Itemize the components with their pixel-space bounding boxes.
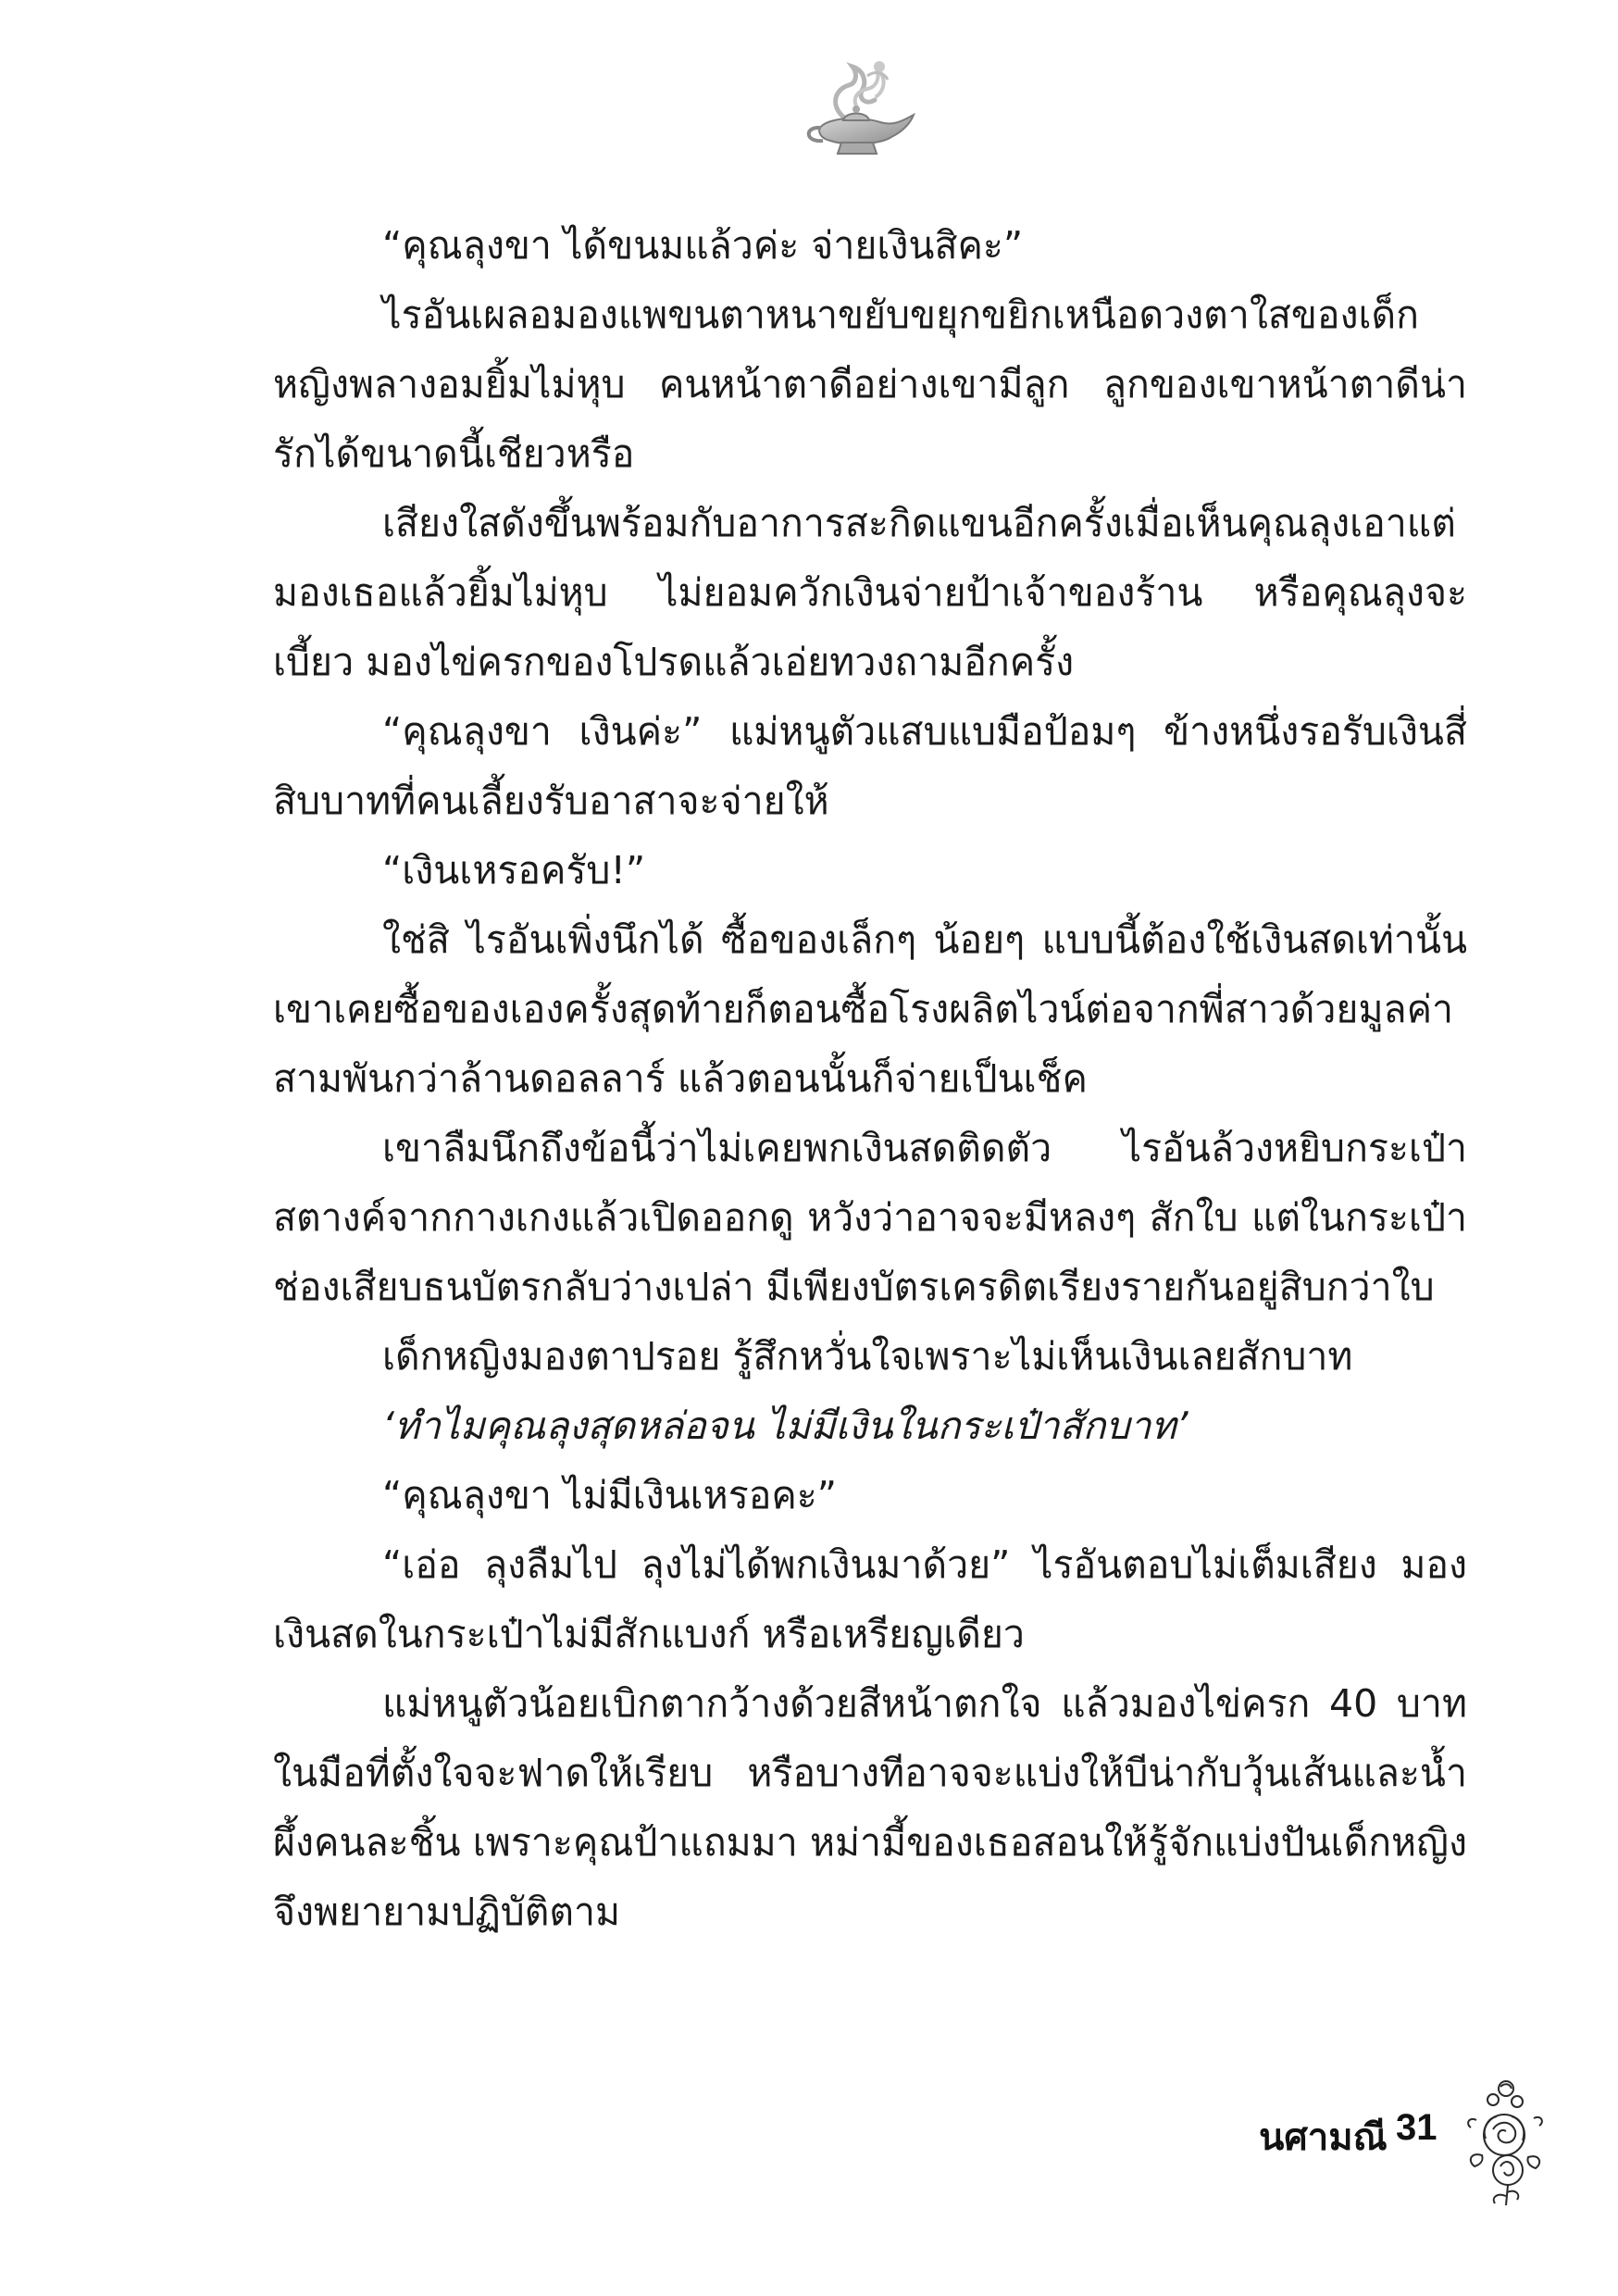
paragraph: “คุณลุงขา ไม่มีเงินเหรอคะ”: [382, 1473, 838, 1517]
body-text: [273, 211, 1467, 1947]
paragraph: “คุณลุงขา เงินค่ะ” แม่หนูตัวแสบแบมือป้อมๆ ข้างหนึ่งรอรับเงินสี่สิบบาทที่คนเลี้ยงรับอาสาจะจ่ายให้: [273, 709, 1467, 823]
paragraph: แม่หนูตัวน้อยเบิกตากว้างด้วยสีหน้าตกใจ แล้วมองไข่ครก 40 บาทในมือที่ตั้งใจจะฟาดให้เรียบ หรือบางทีอาจจะแบ่งให้บีน่ากับวุ้นเส้นและน้ำผึ้งคนละชิ้น เพราะคุณป้าแถมมา หม่ามี้ของเธอสอนให้รู้จักแบ่งปันเด็กหญิงจึงพยายามปฏิบัติตาม: [273, 1681, 1467, 1934]
paragraph: ไรอันเผลอมองแพขนตาหนาขยับขยุกขยิกเหนือดวงตาใสของเด็กหญิงพลางอมยิ้มไม่หุบ คนหน้าตาดีอย่างเขามีลูก ลูกของเขาหน้าตาดีน่ารักได้ขนาดนี้เชียวหรือ: [273, 293, 1467, 476]
genie-lamp-icon: [791, 54, 930, 165]
paragraph: “เอ่อ ลุงลืมไป ลุงไม่ได้พกเงินมาด้วย” ไรอันตอบไม่เต็มเสียง มองเงินสดในกระเป๋าไม่มีสักแบงก์ หรือเหรียญเดียว: [273, 1542, 1467, 1656]
paragraph: เขาลืมนึกถึงข้อนี้ว่าไม่เคยพกเงินสดติดตัว ไรอันล้วงหยิบกระเป๋าสตางค์จากกางเกงแล้วเปิดออกดู หวังว่าอาจจะมีหลงๆ สักใบ แต่ในกระเป๋าช่องเสียบธนบัตรกลับว่างเปล่า มีเพียงบัตรเครดิตเรียงรายกันอยู่สิบกว่าใบ: [273, 1126, 1467, 1309]
paragraph: “คุณลุงขา ได้ขนมแล้วค่ะ จ่ายเงินสิคะ”: [382, 223, 1024, 268]
paragraph: เสียงใสดังขึ้นพร้อมกับอาการสะกิดแขนอีกครั้งเมื่อเห็นคุณลุงเอาแต่มองเธอแล้วยิ้มไม่หุบ ไม่ยอมควักเงินจ่ายป้าเจ้าของร้าน หรือคุณลุงจะเบี้ยว มองไข่ครกของโปรดแล้วเอ่ยทวงถามอีกครั้ง: [273, 501, 1467, 684]
page-footer: [1259, 2074, 1564, 2222]
italic-thought-paragraph: ‘ทำไมคุณลุงสุดหล่อจน ไม่มีเงินในกระเป๋าสักบาท’: [382, 1404, 1189, 1448]
paragraph: “เงินเหรอครับ!”: [382, 848, 646, 892]
paragraph: ใช่สิ ไรอันเพิ่งนึกได้ ซื้อของเล็กๆ น้อยๆ แบบนี้ต้องใช้เงินสดเท่านั้น เขาเคยซื้อของเองครั้งสุดท้ายก็ตอนซื้อโรงผลิตไวน์ต่อจากพี่สาวด้วยมูลค่าสามพันกว่าล้านดอลลาร์ แล้วตอนนั้นก็จ่ายเป็นเช็ค: [273, 917, 1467, 1101]
book-title: นศามณี: [1259, 2116, 1388, 2159]
rose-ornament-icon: [1458, 2074, 1550, 2213]
page-number: 31: [1396, 2107, 1438, 2148]
paragraph: เด็กหญิงมองตาปรอย รู้สึกหวั่นใจเพราะไม่เห็นเงินเลยสักบาท: [382, 1334, 1353, 1379]
